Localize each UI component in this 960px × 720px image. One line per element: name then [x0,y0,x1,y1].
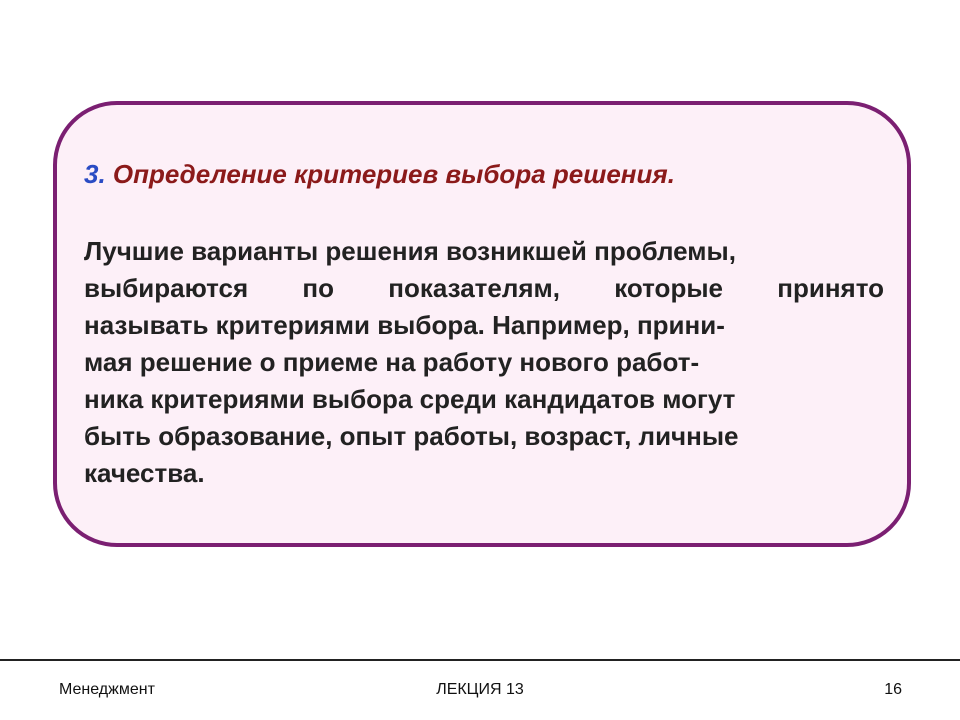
body-line: быть образование, опыт работы, возраст, личные [84,421,739,451]
slide-body-text [84,233,884,492]
body-line: называть критериями выбора. Например, прини- [84,310,725,340]
heading-number: 3. [84,159,106,189]
footer-lecture-label: ЛЕКЦИЯ 13 [436,681,524,698]
body-line: выбираются по показателям, которые принято [84,273,884,303]
slide-heading [84,156,675,192]
heading-title: Определение критериев выбора решения. [112,159,675,189]
footer-page-number: 16 [884,681,902,698]
body-line: качества. [84,458,205,488]
body-line: Лучшие варианты решения возникшей проблемы, [84,236,736,266]
body-line: мая решение о приеме на работу нового работ- [84,347,700,377]
footer-divider [0,659,960,661]
footer-course-name: Менеджмент [59,681,155,698]
body-line: ника критериями выбора среди кандидатов могут [84,384,736,414]
